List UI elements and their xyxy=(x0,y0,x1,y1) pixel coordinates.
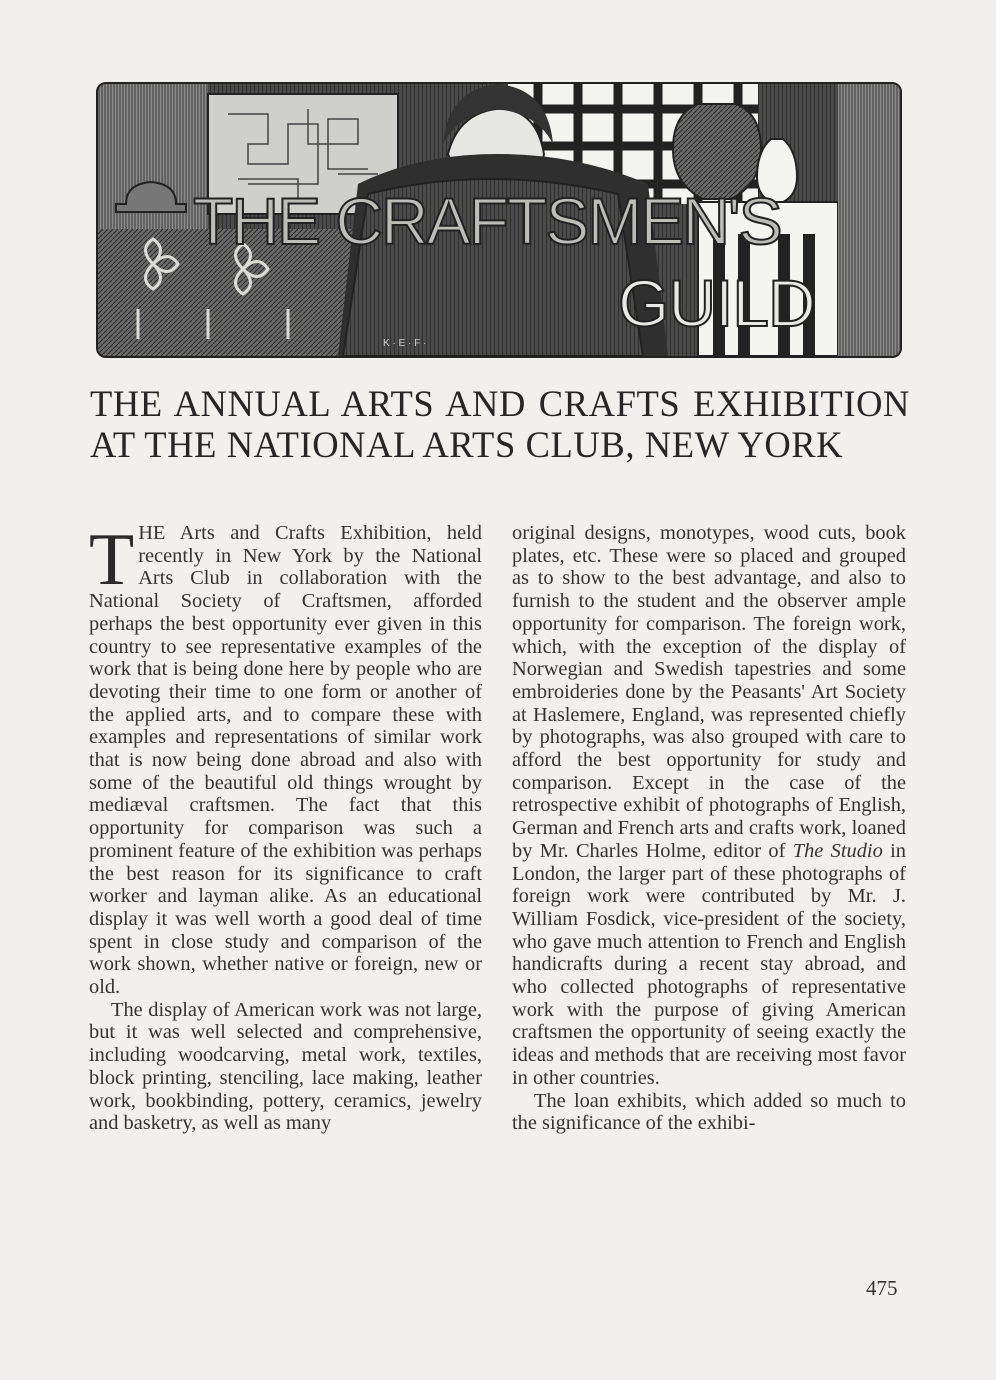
drop-cap: T xyxy=(89,519,135,601)
paragraph: The loan exhibits, which added so much to the significance of the exhibi- xyxy=(512,1089,906,1135)
publication-title: The Studio xyxy=(792,839,883,862)
page-number: 475 xyxy=(866,1276,898,1300)
paragraph: The display of American work was not large, but it was well selected and comprehensive, including woodcarving, metal work, textiles, block printing, stenciling, lace making, leather work, bookbinding, pottery, ceramics, jewelry and basketry, as well as many xyxy=(89,998,482,1135)
header-illustration xyxy=(96,82,902,358)
column-left xyxy=(89,519,482,1135)
banner-title-line2: GUILD xyxy=(618,266,815,340)
paragraph-text: HE Arts and Crafts Exhibition, held recently in New York by the National Arts Club in collaboration with the National Society of Craftsmen, afforded perhaps the best opportunity ever given in this country to see representative examples of the work that is being done here by people who are devoting their time to one form or another of the applied arts, and to compare these with examples and representations of similar work that is now being done abroad and also with some of the beautiful old things wrought by mediæval craftsmen. The fact that this opportunity for comparison was such a prominent feature of the exhibition was perhaps the best reason for its significance to craft worker and layman alike. As an educational display it was well worth a good deal of time spent in close study and comparison of the work shown, whether native or foreign, new or old. xyxy=(89,522,482,999)
banner-title-line1: THE CRAFTSMEN'S xyxy=(193,184,781,258)
article-headline: THE ANNUAL ARTS AND CRAFTS EXHIBITION AT THE NATIONAL ARTS CLUB, NEW YORK xyxy=(90,383,910,465)
column-right xyxy=(512,522,906,1135)
paragraph-text: in London, the larger part of these photographs of foreign work were contributed by Mr. J. William Fosdick, vice-president of the society, who gave much attention to French and English handicrafts during a recent stay abroad, and who collected photographs of representative work with the purpose of giving American craftsmen the opportunity of seeing exactly the ideas and methods that are receiving most favor in other countries. xyxy=(512,839,907,1089)
paragraph xyxy=(512,522,906,1090)
paragraph xyxy=(89,519,482,999)
paragraph-text: original designs, monotypes, wood cuts, book plates, etc. These were so placed and grouped as to show to the best advantage, and also to furnish to the student and the observer ample opportunity for comparison. The foreign work, which, with the exception of the display of Norwegian and Swedish tapestries and some embroideries done by the Peasants' Art Society at Haslemere, England, was represented chiefly by photographs, was also grouped with care to afford the best opportunity for study and comparison. Except in the case of the retrospective exhibit of photographs of English, German and French arts and crafts work, loaned by Mr. Charles Holme, editor of xyxy=(512,522,906,862)
artist-monogram: K · E · F · xyxy=(383,338,427,349)
